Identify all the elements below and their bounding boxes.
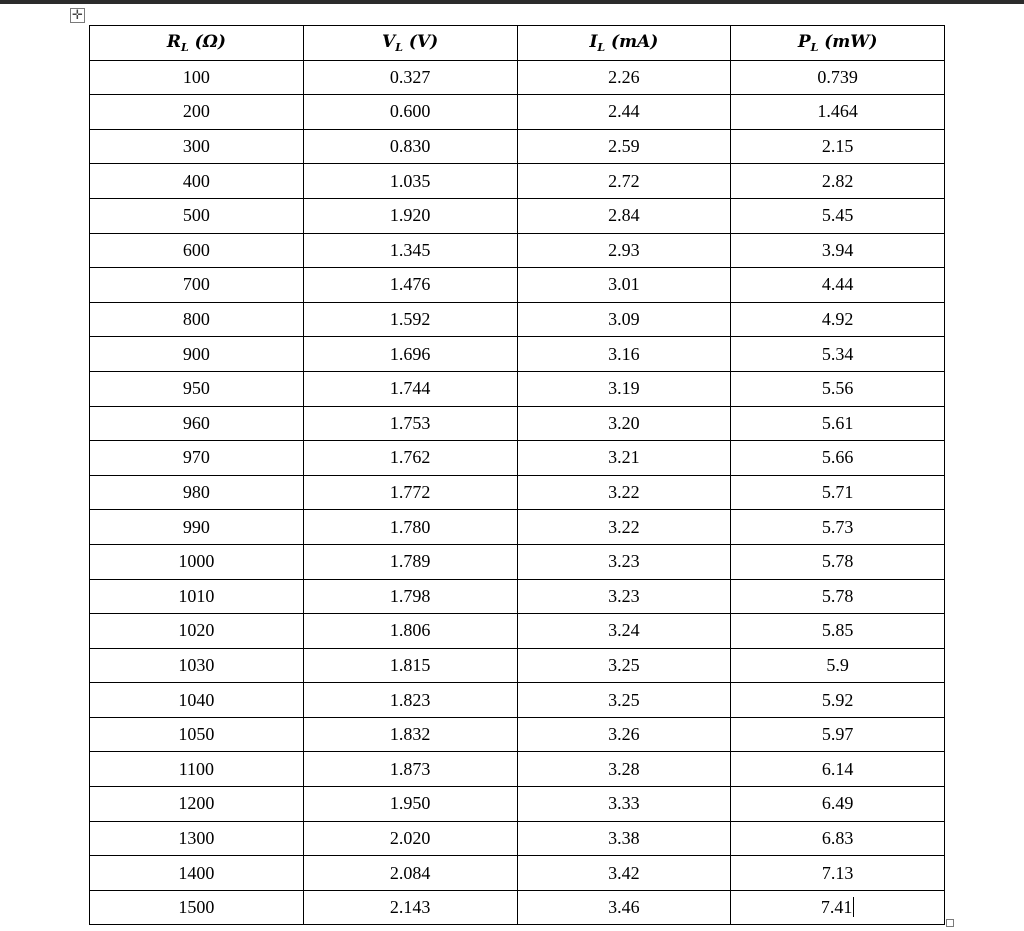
table-row bbox=[90, 614, 945, 649]
cell-value: 800 bbox=[182, 309, 210, 330]
cell-value: 2.15 bbox=[821, 136, 854, 157]
cell-value: 980 bbox=[182, 482, 210, 503]
cell-voltage[interactable] bbox=[303, 164, 517, 199]
cell-resistance[interactable] bbox=[90, 337, 304, 372]
table-row bbox=[90, 302, 945, 337]
table-row bbox=[90, 129, 945, 164]
cell-value: 3.22 bbox=[608, 482, 640, 503]
cell-value: 1.753 bbox=[389, 412, 431, 433]
header-subscript: L bbox=[395, 40, 403, 54]
table-row bbox=[90, 337, 945, 372]
table-row bbox=[90, 475, 945, 510]
header-subscript: L bbox=[597, 40, 606, 54]
data-table[interactable] bbox=[89, 25, 945, 925]
table-row bbox=[90, 164, 945, 199]
cell-value: 1.780 bbox=[389, 516, 431, 537]
cell-power[interactable] bbox=[731, 129, 945, 164]
cell-current[interactable] bbox=[517, 752, 731, 787]
cell-voltage[interactable] bbox=[303, 510, 517, 545]
cell-value: 3.01 bbox=[608, 274, 640, 295]
cell-resistance[interactable] bbox=[90, 475, 304, 510]
table-row bbox=[90, 856, 945, 891]
table-row bbox=[90, 683, 945, 718]
cell-power[interactable] bbox=[731, 683, 945, 718]
cell-value: 2.143 bbox=[389, 897, 431, 918]
cell-voltage[interactable] bbox=[303, 648, 517, 683]
cell-current[interactable] bbox=[517, 890, 731, 925]
cell-resistance[interactable] bbox=[90, 614, 304, 649]
cell-value: 3.23 bbox=[608, 585, 640, 606]
table-move-handle-icon[interactable]: ✛ bbox=[70, 8, 85, 23]
cell-resistance[interactable] bbox=[90, 198, 304, 233]
cell-current[interactable] bbox=[517, 717, 731, 752]
header-unit: (Ω) bbox=[194, 31, 226, 52]
cell-value: 1300 bbox=[178, 827, 215, 848]
cell-value: 100 bbox=[182, 66, 210, 87]
header-symbol: V bbox=[382, 31, 396, 52]
header-subscript: L bbox=[181, 40, 189, 54]
table-row bbox=[90, 821, 945, 856]
table-resize-handle[interactable] bbox=[946, 919, 954, 927]
cell-value: 2.82 bbox=[821, 170, 854, 191]
cell-value: 0.739 bbox=[817, 66, 858, 87]
cell-value: 0.600 bbox=[389, 101, 431, 122]
cell-value: 1010 bbox=[178, 585, 215, 606]
cell-current[interactable] bbox=[517, 441, 731, 476]
cell-value: 3.42 bbox=[608, 862, 640, 883]
cell-resistance[interactable] bbox=[90, 717, 304, 752]
cell-resistance[interactable] bbox=[90, 510, 304, 545]
cell-resistance[interactable] bbox=[90, 302, 304, 337]
cell-current[interactable] bbox=[517, 614, 731, 649]
table-row bbox=[90, 268, 945, 303]
cell-voltage[interactable] bbox=[303, 579, 517, 614]
cell-value: 960 bbox=[182, 412, 210, 433]
table-row bbox=[90, 717, 945, 752]
cell-current[interactable] bbox=[517, 95, 731, 130]
cell-power[interactable] bbox=[731, 60, 945, 95]
cell-value: 3.46 bbox=[608, 897, 640, 918]
cell-value: 4.44 bbox=[821, 274, 854, 295]
cell-value: 1.789 bbox=[389, 551, 431, 572]
cell-value: 1.476 bbox=[389, 274, 431, 295]
cell-value: 1050 bbox=[178, 724, 215, 745]
table-body bbox=[90, 60, 945, 925]
cell-value: 500 bbox=[182, 205, 210, 226]
cell-power[interactable] bbox=[731, 371, 945, 406]
cell-power[interactable] bbox=[731, 233, 945, 268]
cell-current[interactable] bbox=[517, 787, 731, 822]
cell-voltage[interactable] bbox=[303, 441, 517, 476]
cell-value: 400 bbox=[182, 170, 210, 191]
cell-voltage[interactable] bbox=[303, 60, 517, 95]
cell-power[interactable] bbox=[731, 856, 945, 891]
table-row bbox=[90, 198, 945, 233]
cell-value: 5.97 bbox=[821, 724, 854, 745]
cell-voltage[interactable] bbox=[303, 233, 517, 268]
cell-power[interactable] bbox=[731, 614, 945, 649]
cell-value: 5.78 bbox=[821, 585, 854, 606]
cell-voltage[interactable] bbox=[303, 717, 517, 752]
cell-value: 600 bbox=[182, 239, 210, 260]
table-row bbox=[90, 371, 945, 406]
cell-power[interactable] bbox=[731, 475, 945, 510]
cell-current[interactable] bbox=[517, 856, 731, 891]
cell-current[interactable] bbox=[517, 371, 731, 406]
cell-value: 1.798 bbox=[389, 585, 431, 606]
cell-current[interactable] bbox=[517, 337, 731, 372]
cell-value: 3.20 bbox=[608, 412, 640, 433]
cell-value: 1.592 bbox=[389, 309, 431, 330]
cell-voltage[interactable] bbox=[303, 475, 517, 510]
cell-value: 3.38 bbox=[608, 827, 640, 848]
cell-value: 5.45 bbox=[821, 205, 854, 226]
cell-value: 5.78 bbox=[821, 551, 854, 572]
cell-resistance[interactable] bbox=[90, 821, 304, 856]
cell-resistance[interactable] bbox=[90, 890, 304, 925]
cell-voltage[interactable] bbox=[303, 337, 517, 372]
table-row bbox=[90, 95, 945, 130]
cell-value: 5.85 bbox=[821, 620, 854, 641]
cell-value: 5.66 bbox=[821, 447, 854, 468]
header-row bbox=[90, 26, 945, 61]
cell-value: 7.41 bbox=[820, 897, 853, 918]
cell-voltage[interactable] bbox=[303, 683, 517, 718]
cell-resistance[interactable] bbox=[90, 441, 304, 476]
cell-resistance[interactable] bbox=[90, 683, 304, 718]
cell-value: 1.873 bbox=[389, 758, 431, 779]
header-power[interactable] bbox=[731, 26, 945, 61]
cell-value: 200 bbox=[182, 101, 210, 122]
cell-power[interactable] bbox=[731, 337, 945, 372]
cell-value: 3.23 bbox=[608, 551, 640, 572]
header-voltage[interactable] bbox=[303, 26, 517, 61]
cell-voltage[interactable] bbox=[303, 856, 517, 891]
cell-value: 1.806 bbox=[389, 620, 431, 641]
cell-value: 3.19 bbox=[608, 378, 640, 399]
table-row bbox=[90, 787, 945, 822]
cell-value: 3.25 bbox=[608, 689, 640, 710]
cell-value: 6.49 bbox=[821, 793, 854, 814]
cell-value: 1.035 bbox=[389, 170, 431, 191]
cell-resistance[interactable] bbox=[90, 164, 304, 199]
cell-value: 5.73 bbox=[821, 516, 854, 537]
cell-power[interactable] bbox=[731, 441, 945, 476]
cell-value: 3.25 bbox=[608, 654, 640, 675]
cell-power[interactable] bbox=[731, 95, 945, 130]
cell-value: 5.61 bbox=[821, 412, 854, 433]
cell-current[interactable] bbox=[517, 510, 731, 545]
cell-value: 5.56 bbox=[821, 378, 854, 399]
cell-value: 1200 bbox=[178, 793, 215, 814]
cell-voltage[interactable] bbox=[303, 821, 517, 856]
cell-power[interactable] bbox=[731, 787, 945, 822]
cell-power[interactable] bbox=[731, 268, 945, 303]
header-unit: (mW) bbox=[824, 31, 878, 52]
cell-value: 1.345 bbox=[389, 239, 431, 260]
cell-current[interactable] bbox=[517, 302, 731, 337]
cell-voltage[interactable] bbox=[303, 371, 517, 406]
cell-current[interactable] bbox=[517, 406, 731, 441]
cell-voltage[interactable] bbox=[303, 787, 517, 822]
cell-voltage[interactable] bbox=[303, 198, 517, 233]
cell-resistance[interactable] bbox=[90, 787, 304, 822]
cell-value: 1.832 bbox=[389, 724, 431, 745]
window-top-edge bbox=[0, 0, 1024, 4]
cell-resistance[interactable] bbox=[90, 233, 304, 268]
cell-value: 3.94 bbox=[821, 239, 854, 260]
cell-current[interactable] bbox=[517, 683, 731, 718]
cell-value: 3.09 bbox=[608, 309, 640, 330]
cell-value: 5.9 bbox=[826, 654, 849, 675]
cell-value: 970 bbox=[182, 447, 210, 468]
cell-value: 1.762 bbox=[389, 447, 431, 468]
cell-value: 1.815 bbox=[389, 654, 431, 675]
cell-value: 1.464 bbox=[817, 101, 858, 122]
cell-value: 2.93 bbox=[608, 239, 640, 260]
cell-value: 3.28 bbox=[608, 758, 640, 779]
cell-value: 3.26 bbox=[608, 724, 640, 745]
table-row bbox=[90, 890, 945, 925]
cell-value: 1.950 bbox=[389, 793, 431, 814]
cell-value: 5.34 bbox=[821, 343, 854, 364]
cell-value: 950 bbox=[182, 378, 210, 399]
table-row bbox=[90, 60, 945, 95]
header-subscript: L bbox=[810, 40, 819, 54]
table-row bbox=[90, 752, 945, 787]
cell-value: 2.26 bbox=[608, 66, 640, 87]
cell-value: 1.920 bbox=[389, 205, 431, 226]
cell-value: 2.84 bbox=[608, 205, 640, 226]
cell-value: 1040 bbox=[178, 689, 215, 710]
cell-value: 5.71 bbox=[821, 482, 854, 503]
cell-resistance[interactable] bbox=[90, 60, 304, 95]
cell-value: 1.823 bbox=[389, 689, 431, 710]
cell-value: 1100 bbox=[178, 758, 215, 779]
cell-voltage[interactable] bbox=[303, 890, 517, 925]
cell-power[interactable] bbox=[731, 648, 945, 683]
cell-current[interactable] bbox=[517, 579, 731, 614]
table-row bbox=[90, 579, 945, 614]
cell-value: 1000 bbox=[178, 551, 215, 572]
header-symbol: R bbox=[166, 31, 181, 52]
cell-value: 0.830 bbox=[389, 136, 431, 157]
table-row bbox=[90, 406, 945, 441]
cell-voltage[interactable] bbox=[303, 544, 517, 579]
cell-value: 1.744 bbox=[389, 378, 431, 399]
cell-value: 7.13 bbox=[821, 862, 854, 883]
header-unit: (mA) bbox=[611, 31, 659, 52]
cell-power[interactable] bbox=[731, 510, 945, 545]
cell-power[interactable] bbox=[731, 406, 945, 441]
cell-resistance[interactable] bbox=[90, 544, 304, 579]
cell-value: 2.44 bbox=[608, 101, 640, 122]
cell-value: 900 bbox=[182, 343, 210, 364]
cell-voltage[interactable] bbox=[303, 268, 517, 303]
cell-value: 4.92 bbox=[821, 309, 854, 330]
cell-power[interactable] bbox=[731, 752, 945, 787]
cell-current[interactable] bbox=[517, 233, 731, 268]
cell-value: 2.72 bbox=[608, 170, 640, 191]
table-row bbox=[90, 510, 945, 545]
cell-value: 700 bbox=[182, 274, 210, 295]
cell-value: 3.24 bbox=[608, 620, 640, 641]
cell-resistance[interactable] bbox=[90, 406, 304, 441]
cell-voltage[interactable] bbox=[303, 95, 517, 130]
cell-power[interactable] bbox=[731, 544, 945, 579]
cell-value: 0.327 bbox=[389, 66, 431, 87]
table-row bbox=[90, 233, 945, 268]
cell-resistance[interactable] bbox=[90, 95, 304, 130]
cell-voltage[interactable] bbox=[303, 614, 517, 649]
cell-power[interactable] bbox=[731, 890, 945, 925]
cell-current[interactable] bbox=[517, 648, 731, 683]
cell-value: 6.83 bbox=[821, 827, 854, 848]
cell-value: 3.33 bbox=[608, 793, 640, 814]
cell-value: 2.084 bbox=[389, 862, 431, 883]
cell-value: 1500 bbox=[178, 897, 215, 918]
cell-value: 1400 bbox=[178, 862, 215, 883]
cell-value: 3.21 bbox=[608, 447, 640, 468]
cell-power[interactable] bbox=[731, 164, 945, 199]
cell-voltage[interactable] bbox=[303, 406, 517, 441]
cell-power[interactable] bbox=[731, 717, 945, 752]
cell-value: 1.772 bbox=[389, 482, 431, 503]
header-resistance[interactable] bbox=[90, 26, 304, 61]
cell-current[interactable] bbox=[517, 475, 731, 510]
cell-value: 3.22 bbox=[608, 516, 640, 537]
header-current[interactable] bbox=[517, 26, 731, 61]
cell-resistance[interactable] bbox=[90, 268, 304, 303]
cell-current[interactable] bbox=[517, 821, 731, 856]
cell-value: 1020 bbox=[178, 620, 215, 641]
table-row bbox=[90, 648, 945, 683]
cell-value: 5.92 bbox=[821, 689, 854, 710]
cell-current[interactable] bbox=[517, 129, 731, 164]
table-row bbox=[90, 441, 945, 476]
cell-resistance[interactable] bbox=[90, 129, 304, 164]
text-cursor bbox=[853, 897, 854, 917]
cell-voltage[interactable] bbox=[303, 302, 517, 337]
cell-current[interactable] bbox=[517, 544, 731, 579]
table-row bbox=[90, 544, 945, 579]
cell-resistance[interactable] bbox=[90, 856, 304, 891]
cell-resistance[interactable] bbox=[90, 371, 304, 406]
header-unit: (V) bbox=[408, 31, 439, 52]
cell-current[interactable] bbox=[517, 198, 731, 233]
cell-voltage[interactable] bbox=[303, 752, 517, 787]
cell-power[interactable] bbox=[731, 579, 945, 614]
cell-resistance[interactable] bbox=[90, 579, 304, 614]
cell-value: 300 bbox=[182, 136, 210, 157]
cell-value: 990 bbox=[182, 516, 210, 537]
cell-value: 2.59 bbox=[608, 136, 640, 157]
cell-value: 2.020 bbox=[389, 827, 431, 848]
cell-resistance[interactable] bbox=[90, 648, 304, 683]
cell-value: 1030 bbox=[178, 654, 215, 675]
cell-voltage[interactable] bbox=[303, 129, 517, 164]
cell-power[interactable] bbox=[731, 821, 945, 856]
cell-power[interactable] bbox=[731, 198, 945, 233]
header-symbol: I bbox=[589, 31, 598, 52]
cell-current[interactable] bbox=[517, 268, 731, 303]
cell-resistance[interactable] bbox=[90, 752, 304, 787]
cell-current[interactable] bbox=[517, 60, 731, 95]
cell-power[interactable] bbox=[731, 302, 945, 337]
cell-current[interactable] bbox=[517, 164, 731, 199]
cell-value: 6.14 bbox=[821, 758, 854, 779]
header-symbol: P bbox=[797, 31, 811, 52]
cell-value: 3.16 bbox=[608, 343, 640, 364]
cell-value: 1.696 bbox=[389, 343, 431, 364]
